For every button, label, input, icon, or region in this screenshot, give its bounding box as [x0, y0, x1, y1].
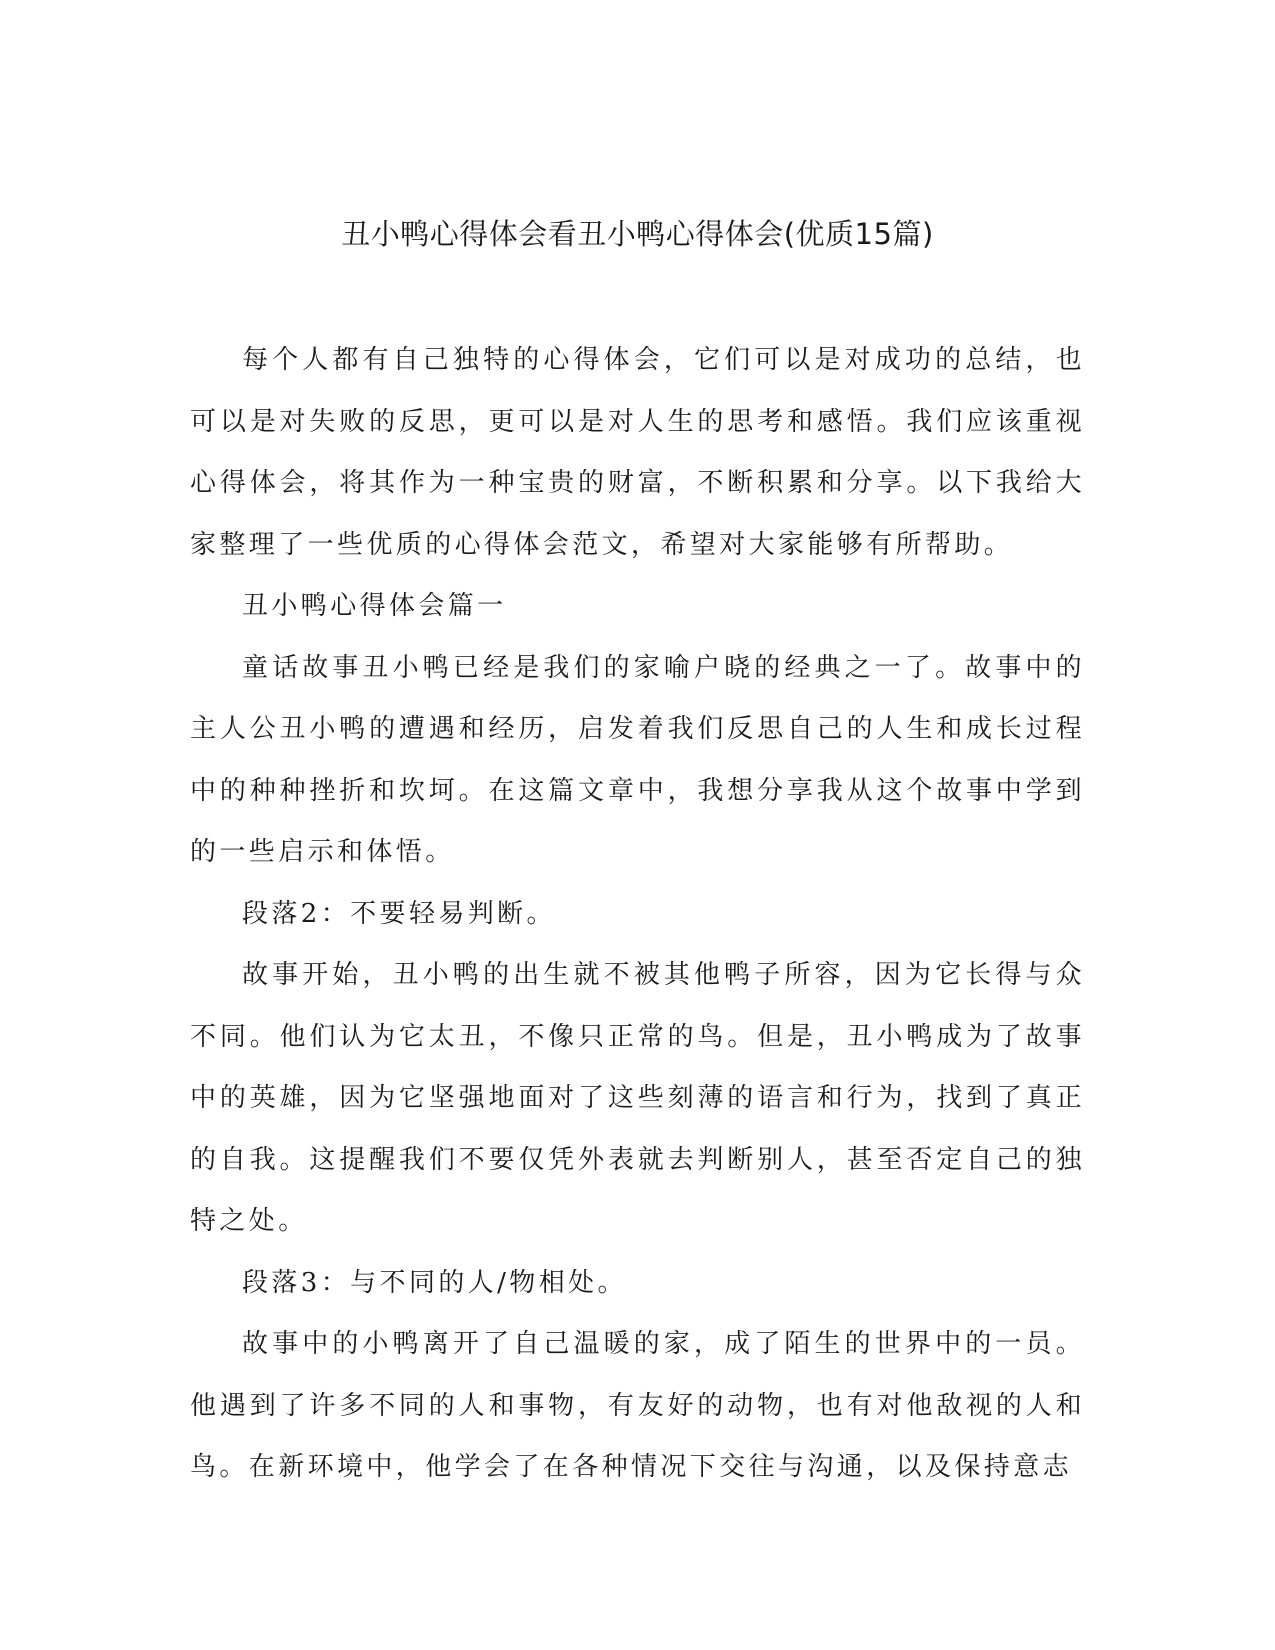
paragraph: 故事开始，丑小鸭的出生就不被其他鸭子所容，因为它长得与众不同。他们认为它太丑，不像只正常的鸟。但是，丑小鸭成为了故事中的英雄，因为它坚强地面对了这些刻薄的语言和行为，找到了真正的自我。这提醒我们不要仅凭外表就去判断别人，甚至否定自己的独特之处。 [190, 960, 1085, 1236]
section-heading-1: 丑小鸭心得体会篇一 [242, 591, 507, 621]
paragraph: 童话故事丑小鸭已经是我们的家喻户晓的经典之一了。故事中的主人公丑小鸭的遭遇和经历，启发着我们反思自己的人生和成长过程中的种种挫折和坎坷。在这篇文章中，我想分享我从这个故事中学到的一些启示和体悟。 [190, 652, 1085, 867]
paragraph: 故事中的小鸭离开了自己温暖的家，成了陌生的世界中的一员。他遇到了许多不同的人和事物，有友好的动物，也有对他敌视的人和鸟。在新环境中，他学会了在各种情况下交往与沟通，以及保持意志 [190, 1329, 1085, 1482]
document-title: 丑小鸭心得体会看丑小鸭心得体会(优质15篇) [341, 217, 934, 251]
section-heading-2: 段落2：不要轻易判断。 [242, 898, 556, 929]
section-heading-3: 段落3：与不同的人/物相处。 [242, 1267, 627, 1298]
paragraph-intro: 每个人都有自己独特的心得体会，它们可以是对成功的总结，也可以是对失败的反思，更可以是对人生的思考和感悟。我们应该重视心得体会，将其作为一种宝贵的财富，不断积累和分享。以下我给大家整理了一些优质的心得体会范文，希望对大家能够有所帮助。 [190, 345, 1085, 560]
document-body [190, 330, 1085, 1499]
